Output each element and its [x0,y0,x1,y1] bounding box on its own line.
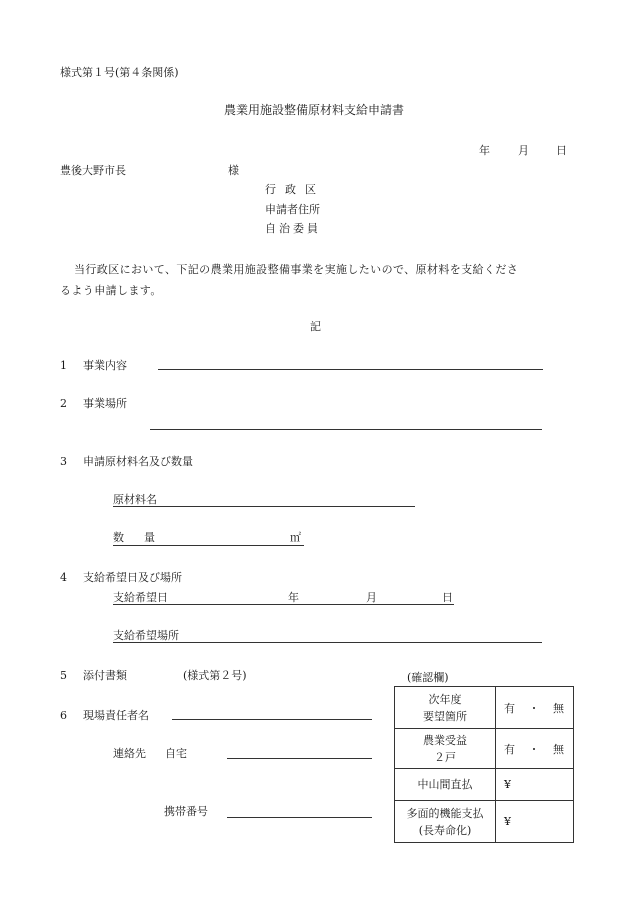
date-year-label: 年 [479,144,490,157]
confirm-row [395,801,574,843]
date-month-label: 月 [518,144,529,157]
confirm-label-line: ２戸 [434,750,456,764]
confirm-row-value[interactable]: ¥ [496,801,574,843]
applicant-address-label: 申請者住所 [265,203,320,216]
supply-date-input-line[interactable] [113,604,454,605]
quantity-label: 数量 [113,531,175,544]
confirm-row [395,687,574,729]
applicant-committee-label: 自治委員 [265,222,321,235]
ki-heading: 記 [310,320,321,333]
manager-name-input-line[interactable] [172,719,372,720]
confirm-row-label [395,729,496,769]
document-title: 農業用施設整備原材料支給申請書 [224,103,405,117]
content-input-line[interactable] [158,369,543,370]
item-3-label: 申請原材料名及び数量 [83,455,193,468]
supply-date-label: 支給希望日 [113,591,168,604]
item-1-number: 1 [60,359,67,372]
item-3-number: 3 [60,455,67,468]
confirm-label-line: 多面的機能支払 [406,806,484,820]
confirm-row-value[interactable]: 有 ・ 無 [496,687,574,729]
quantity-unit: ㎡ [290,531,301,544]
confirm-row-label [395,687,496,729]
quantity-input-line[interactable] [113,545,304,546]
confirm-row [395,729,574,769]
confirm-label-line: (長寿命化) [418,823,472,837]
item-5-label: 添付書類 [83,669,127,682]
applicant-district-label: 行政区 [265,183,325,196]
home-phone-label: 自宅 [165,747,187,760]
confirm-label-line: 要望箇所 [423,709,467,723]
form-number: 様式第１号(第４条関係) [60,66,179,79]
item-5-number: 5 [60,669,67,682]
addressee-honorific: 様 [228,164,239,177]
confirm-row-label [395,769,496,801]
item-6-number: 6 [60,709,67,722]
confirm-heading: (確認欄) [407,671,449,684]
mobile-phone-input-line[interactable] [227,817,372,818]
body-text-line-1: 当行政区において、下記の農業用施設整備事業を実施したいので、原材料を支給くださ [74,263,519,276]
material-name-input-line[interactable] [113,506,415,507]
supply-date-year: 年 [288,591,299,604]
item-1-label: 事業内容 [83,359,127,372]
material-name-label: 原材料名 [113,493,157,506]
item-6-label: 現場責任者名 [83,709,149,722]
attachment-form: (様式第２号) [183,669,247,682]
item-2-number: 2 [60,397,67,410]
confirm-label-line: 次年度 [428,692,462,706]
supply-date-day: 日 [442,591,453,604]
supply-place-input-line[interactable] [113,642,542,643]
item-2-label: 事業場所 [83,397,127,410]
item-4-label: 支給希望日及び場所 [83,571,182,584]
body-text-line-2: るよう申請します。 [60,284,162,297]
confirm-row [395,769,574,801]
contact-label: 連絡先 [113,747,146,760]
supply-date-month: 月 [366,591,377,604]
confirm-label-line: 農業受益 [423,733,467,747]
location-input-line[interactable] [150,429,542,430]
confirm-row-value[interactable]: ¥ [496,769,574,801]
confirm-row-label [395,801,496,843]
item-4-number: 4 [60,571,67,584]
date-day-label: 日 [556,144,567,157]
mobile-phone-label: 携帯番号 [164,805,208,818]
supply-place-label: 支給希望場所 [113,629,179,642]
confirm-row-value[interactable]: 有 ・ 無 [496,729,574,769]
confirm-label-line: 中山間直払 [417,778,473,791]
home-phone-input-line[interactable] [227,758,372,759]
addressee-name: 豊後大野市長 [60,164,126,177]
confirm-table [394,686,574,843]
